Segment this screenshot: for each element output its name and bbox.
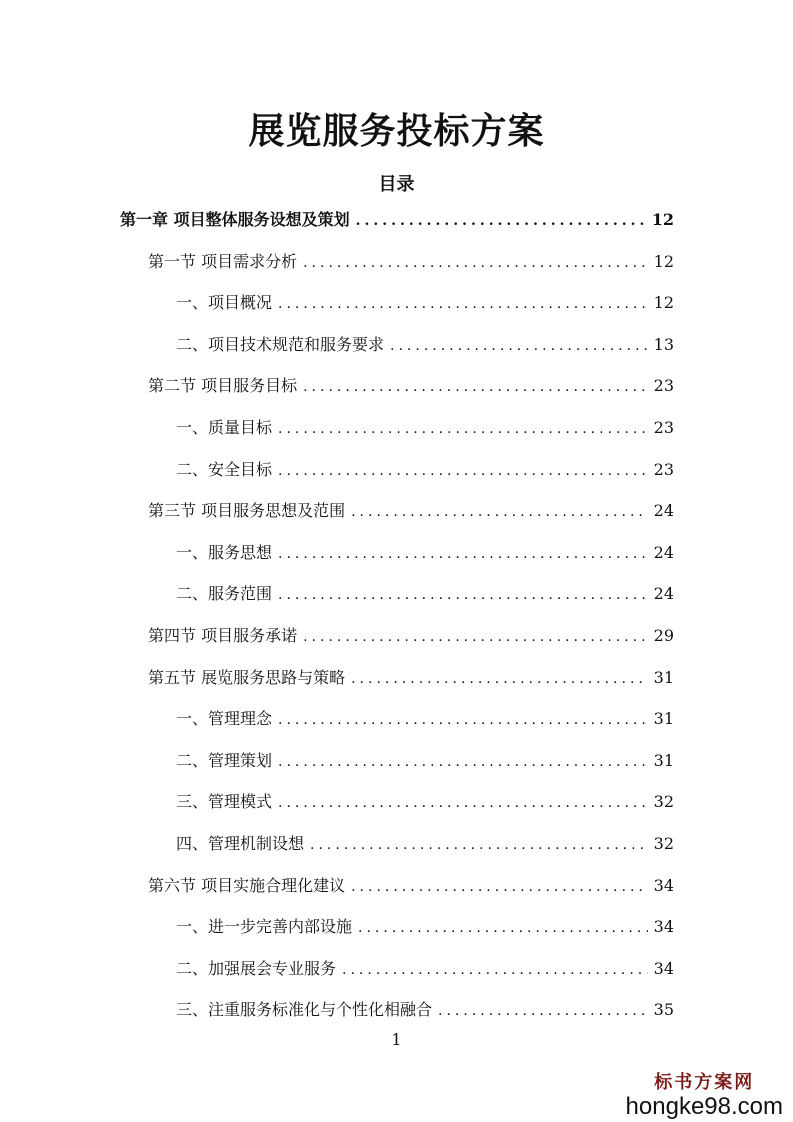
toc-entry[interactable]	[176, 997, 674, 1023]
toc-leader-dots	[303, 629, 648, 645]
toc-entry-page: 12	[653, 251, 674, 271]
toc-entry-page: 24	[653, 542, 674, 562]
toc-leader-dots	[358, 920, 648, 936]
toc-leader-dots	[278, 795, 648, 811]
toc-entry[interactable]	[176, 831, 674, 857]
toc-entry-label: 一、管理理念	[176, 709, 273, 729]
toc-entry[interactable]	[148, 873, 674, 899]
toc-entry-label: 第六节 项目实施合理化建议	[148, 875, 346, 895]
toc-entry-page: 32	[653, 792, 674, 812]
toc-entry-page: 23	[653, 376, 674, 396]
toc-entry[interactable]	[176, 748, 674, 774]
watermark-chinese: 标书方案网	[654, 1072, 755, 1093]
toc-entry-page: 32	[653, 834, 674, 853]
toc-leader-dots	[278, 546, 648, 562]
toc-entry[interactable]	[148, 373, 674, 399]
toc-entry-label: 四、管理机制设想	[176, 834, 305, 853]
toc-heading: 目录	[378, 174, 415, 195]
toc-leader-dots	[310, 837, 648, 853]
toc-entry-label: 一、服务思想	[176, 542, 273, 562]
toc-entry-label: 三、管理模式	[176, 792, 273, 812]
toc-entry-label: 二、管理策划	[176, 750, 273, 770]
toc-entry-page: 24	[653, 584, 674, 604]
toc-leader-dots	[278, 463, 648, 479]
toc-leader-dots	[278, 587, 648, 603]
toc-entry-page: 24	[653, 501, 674, 521]
toc-entry-page: 23	[653, 418, 674, 437]
toc-entry-page: 34	[653, 958, 674, 978]
toc-entry[interactable]	[176, 290, 674, 316]
toc-entry-label: 一、进一步完善内部设施	[176, 917, 353, 937]
toc-leader-dots	[303, 255, 648, 271]
toc-leader-dots	[278, 421, 648, 437]
toc-entry-label: 二、加强展会专业服务	[176, 958, 337, 978]
toc-entry-page: 13	[653, 334, 674, 354]
toc-leader-dots	[351, 671, 648, 687]
toc-entry-label: 第四节 项目服务承诺	[148, 626, 298, 645]
toc-entry-label: 第一节 项目需求分析	[148, 251, 298, 271]
toc-entry[interactable]	[148, 498, 674, 524]
toc-entry-page: 35	[653, 1000, 674, 1020]
toc-leader-dots	[278, 712, 648, 728]
watermark-domain: hongke98.com	[625, 1093, 783, 1120]
toc-entry[interactable]	[120, 207, 674, 233]
toc-entry-page: 31	[653, 667, 674, 687]
toc-entry-page: 12	[651, 210, 674, 229]
toc-entry-label: 二、安全目标	[176, 459, 273, 479]
toc-entry[interactable]	[176, 706, 674, 732]
toc-leader-dots	[356, 213, 646, 229]
toc-entry[interactable]	[176, 540, 674, 566]
toc-entry-label: 二、项目技术规范和服务要求	[176, 334, 385, 354]
toc-entry-page: 23	[653, 459, 674, 479]
toc-entry[interactable]	[176, 415, 674, 441]
toc-entry[interactable]	[176, 457, 674, 483]
toc-entry[interactable]	[176, 332, 674, 358]
toc-entry-page: 29	[653, 626, 674, 645]
toc-leader-dots	[278, 296, 648, 312]
toc-leader-dots	[351, 504, 648, 520]
toc-leader-dots	[303, 379, 648, 395]
toc-entry[interactable]	[176, 581, 674, 607]
toc-entry-label: 第五节 展览服务思路与策略	[148, 667, 346, 687]
toc-entry-label: 第二节 项目服务目标	[148, 376, 298, 396]
toc-entry-page: 34	[653, 917, 674, 937]
toc-entry-page: 12	[653, 293, 674, 313]
toc-entry-label: 三、注重服务标准化与个性化相融合	[176, 1000, 433, 1020]
toc-entry-label: 一、项目概况	[176, 293, 273, 313]
toc-leader-dots	[390, 338, 648, 354]
toc-entry-label: 二、服务范围	[176, 584, 273, 604]
toc-entry[interactable]	[148, 623, 674, 649]
toc-entry-page: 31	[653, 750, 674, 770]
toc-entry-page: 34	[653, 875, 674, 895]
toc-entry-label: 第一章 项目整体服务设想及策划	[120, 210, 350, 229]
toc-leader-dots	[438, 1003, 648, 1019]
toc-entry[interactable]	[176, 789, 674, 815]
document-title: 展览服务投标方案	[248, 110, 545, 152]
toc-entry[interactable]	[176, 956, 674, 982]
toc-leader-dots	[278, 754, 648, 770]
toc-leader-dots	[351, 879, 648, 895]
page-number: 1	[391, 1030, 402, 1049]
toc-entry[interactable]	[148, 249, 674, 275]
toc-entry-label: 第三节 项目服务思想及范围	[148, 501, 346, 521]
toc-entry-label: 一、质量目标	[176, 418, 273, 437]
toc-entry-page: 31	[653, 709, 674, 729]
toc-entry[interactable]	[148, 665, 674, 691]
toc-entry[interactable]	[176, 914, 674, 940]
watermark-logo	[626, 1068, 783, 1120]
toc-leader-dots	[342, 962, 648, 978]
